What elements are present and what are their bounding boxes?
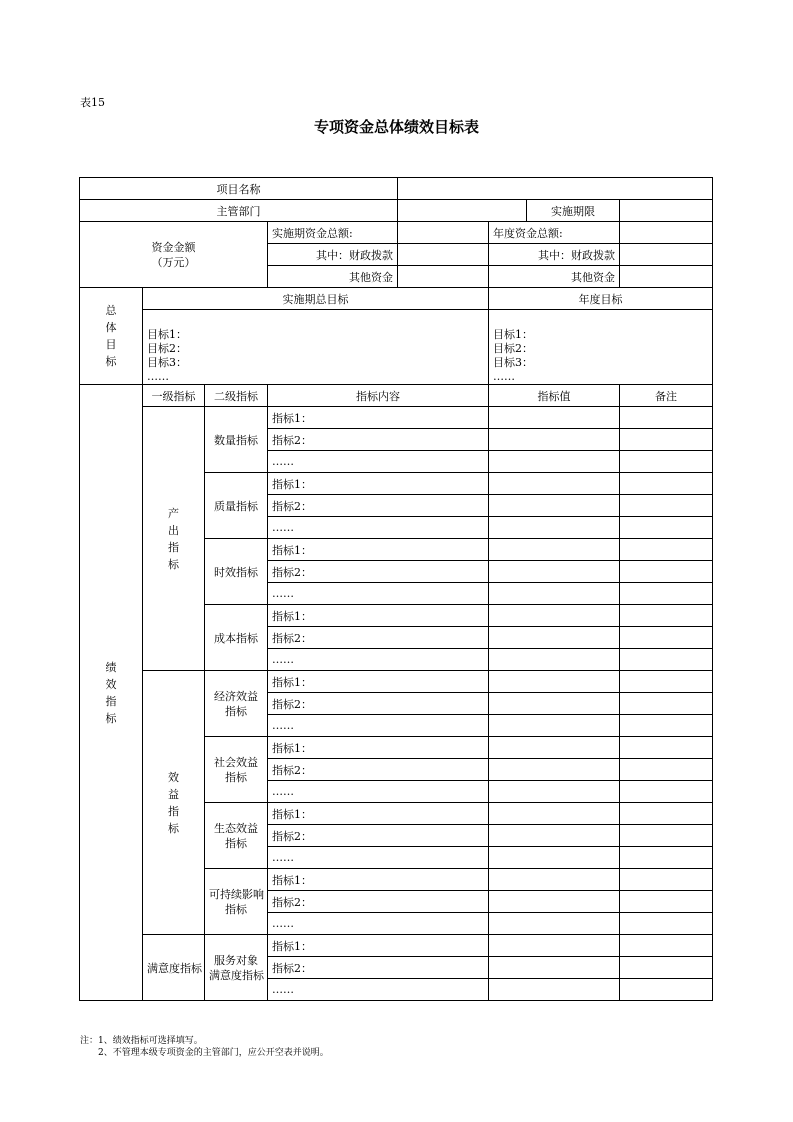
indicator-value[interactable]: [489, 803, 620, 825]
level2-output-0: 数量指标: [205, 407, 268, 473]
indicator-content[interactable]: 指标1：: [268, 935, 489, 957]
period-total-cell[interactable]: [398, 222, 489, 244]
goal-line: ……: [493, 370, 515, 383]
indicator-content[interactable]: ……: [268, 847, 489, 869]
indicator-remark[interactable]: [620, 517, 713, 539]
indicator-remark[interactable]: [620, 649, 713, 671]
level2-text: 经济效益: [214, 689, 258, 703]
indicator-remark[interactable]: [620, 737, 713, 759]
indicator-value[interactable]: [489, 825, 620, 847]
level2-text: 可持续影响: [209, 887, 264, 901]
indicator-value[interactable]: [489, 539, 620, 561]
note-2: 2、不管理本级专项资金的主管部门，应公开空表并说明。: [98, 1048, 329, 1058]
header-level2: 二级指标: [205, 385, 268, 407]
indicator-remark[interactable]: [620, 539, 713, 561]
year-goal-cell[interactable]: [489, 310, 713, 385]
indicator-remark[interactable]: [620, 803, 713, 825]
indicator-content[interactable]: 指标1：: [268, 869, 489, 891]
level2-benefit-2: [205, 803, 268, 869]
indicator-value[interactable]: [489, 429, 620, 451]
period-other-cell[interactable]: [398, 266, 489, 288]
level2-benefit-0: [205, 671, 268, 737]
page-title: 专项资金总体绩效目标表: [313, 118, 479, 136]
indicator-value[interactable]: [489, 737, 620, 759]
indicator-content[interactable]: 指标1：: [268, 803, 489, 825]
side-char: 绩: [105, 660, 117, 674]
level1-char: 产: [168, 506, 179, 520]
indicator-value[interactable]: [489, 517, 620, 539]
indicator-content[interactable]: 指标2：: [268, 627, 489, 649]
performance-goal-table: [79, 177, 713, 1001]
indicator-remark[interactable]: [620, 825, 713, 847]
indicator-value[interactable]: [489, 407, 620, 429]
indicator-content[interactable]: 指标1：: [268, 605, 489, 627]
indicator-content[interactable]: 指标1：: [268, 407, 489, 429]
indicator-remark[interactable]: [620, 693, 713, 715]
indicator-remark[interactable]: [620, 605, 713, 627]
level1-satisfaction: 满意度指标: [143, 935, 205, 1001]
indicator-value[interactable]: [489, 671, 620, 693]
indicator-content[interactable]: 指标1：: [268, 671, 489, 693]
year-fiscal-cell[interactable]: [620, 244, 713, 266]
indicator-remark[interactable]: [620, 473, 713, 495]
level2-text: 指标: [225, 704, 247, 718]
indicator-value[interactable]: [489, 847, 620, 869]
indicator-remark[interactable]: [620, 891, 713, 913]
level2-output-3: 成本指标: [205, 605, 268, 671]
year-total-cell[interactable]: [620, 222, 713, 244]
period-label: 实施期限: [527, 200, 620, 222]
indicator-value[interactable]: [489, 957, 620, 979]
table-number: 表15: [80, 96, 105, 109]
level2-satisfaction-0: [205, 935, 268, 1001]
year-goal-header: 年度目标: [489, 288, 713, 310]
indicator-content[interactable]: ……: [268, 517, 489, 539]
level2-text: 指标: [225, 836, 247, 850]
indicator-content[interactable]: 指标1：: [268, 473, 489, 495]
indicator-value[interactable]: [489, 451, 620, 473]
goal-line: 目标2：: [147, 342, 187, 355]
indicator-content[interactable]: ……: [268, 715, 489, 737]
indicator-remark[interactable]: [620, 913, 713, 935]
level1-char: 益: [168, 787, 179, 801]
indicator-value[interactable]: [489, 781, 620, 803]
side-char: 标: [105, 711, 117, 725]
side-char: 总: [105, 304, 117, 317]
indicator-remark[interactable]: [620, 561, 713, 583]
level2-text: 服务对象: [214, 953, 258, 967]
level2-text: 社会效益: [214, 755, 258, 769]
period-other-label: 其他资金: [268, 266, 398, 288]
indicator-content[interactable]: 指标2：: [268, 495, 489, 517]
indicator-remark[interactable]: [620, 979, 713, 1001]
indicator-remark[interactable]: [620, 495, 713, 517]
indicator-content[interactable]: 指标2：: [268, 891, 489, 913]
level2-output-1: 质量指标: [205, 473, 268, 539]
indicator-value[interactable]: [489, 979, 620, 1001]
level2-text: 指标: [225, 902, 247, 916]
side-char: 目: [105, 338, 117, 351]
indicator-remark[interactable]: [620, 407, 713, 429]
goal-line: 目标3：: [147, 356, 187, 369]
project-name-cell[interactable]: [398, 178, 713, 200]
indicator-content[interactable]: ……: [268, 781, 489, 803]
level1-output: [143, 407, 205, 671]
header-value: 指标值: [489, 385, 620, 407]
indicator-content[interactable]: 指标2：: [268, 957, 489, 979]
level2-text: 生态效益: [214, 821, 258, 835]
indicator-content[interactable]: 指标2：: [268, 825, 489, 847]
level1-char: 标: [168, 557, 179, 571]
level2-output-2: 时效指标: [205, 539, 268, 605]
indicator-remark[interactable]: [620, 935, 713, 957]
level2-text: 满意度指标: [209, 968, 264, 982]
indicator-value[interactable]: [489, 495, 620, 517]
header-remark: 备注: [620, 385, 713, 407]
side-char: 标: [105, 355, 117, 368]
indicator-remark[interactable]: [620, 759, 713, 781]
indicator-content[interactable]: ……: [268, 649, 489, 671]
indicator-value[interactable]: [489, 649, 620, 671]
indicator-remark[interactable]: [620, 781, 713, 803]
level1-char: 出: [168, 523, 179, 537]
level1-char: 指: [168, 804, 179, 818]
indicator-remark[interactable]: [620, 627, 713, 649]
level1-char: 效: [168, 770, 179, 784]
level2-benefit-1: [205, 737, 268, 803]
period-fiscal-label: 其中：财政拨款: [268, 244, 398, 266]
indicator-content[interactable]: ……: [268, 583, 489, 605]
indicator-content[interactable]: 指标2：: [268, 429, 489, 451]
header-level1: 一级指标: [143, 385, 205, 407]
indicator-remark[interactable]: [620, 715, 713, 737]
period-cell[interactable]: [620, 200, 713, 222]
indicator-content[interactable]: ……: [268, 979, 489, 1001]
header-content: 指标内容: [268, 385, 489, 407]
indicator-content[interactable]: 指标1：: [268, 737, 489, 759]
fund-label-text: 资金金额: [151, 240, 196, 254]
year-fiscal-label: 其中：财政拨款: [489, 244, 620, 266]
indicator-value[interactable]: [489, 869, 620, 891]
indicator-content[interactable]: 指标1：: [268, 539, 489, 561]
indicator-value[interactable]: [489, 935, 620, 957]
indicator-content[interactable]: ……: [268, 913, 489, 935]
department-label: 主管部门: [80, 200, 398, 222]
indicator-value[interactable]: [489, 693, 620, 715]
indicator-content[interactable]: 指标2：: [268, 693, 489, 715]
indicator-remark[interactable]: [620, 957, 713, 979]
level1-char: 标: [168, 821, 179, 835]
project-name-label: 项目名称: [80, 178, 398, 200]
indicator-value[interactable]: [489, 913, 620, 935]
indicator-remark[interactable]: [620, 451, 713, 473]
indicator-value[interactable]: [489, 583, 620, 605]
indicator-remark[interactable]: [620, 869, 713, 891]
indicator-value[interactable]: [489, 627, 620, 649]
goal-line: ……: [147, 370, 169, 383]
indicator-content[interactable]: ……: [268, 451, 489, 473]
level1-char: 指: [168, 540, 179, 554]
goal-line: 目标3：: [493, 356, 533, 369]
indicator-value[interactable]: [489, 715, 620, 737]
note-1: 注：1、绩效指标可选择填写。: [80, 1036, 203, 1046]
performance-indicator-side-label: [80, 385, 143, 1001]
period-total-label: 实施期资金总额:: [268, 222, 398, 244]
period-goal-cell[interactable]: [143, 310, 489, 385]
indicator-content[interactable]: 指标2：: [268, 759, 489, 781]
year-other-label: 其他资金: [489, 266, 620, 288]
fund-unit-text: （万元）: [151, 255, 196, 269]
period-goal-header: 实施期总目标: [143, 288, 489, 310]
indicator-remark[interactable]: [620, 583, 713, 605]
fund-label: [80, 222, 268, 288]
indicator-value[interactable]: [489, 891, 620, 913]
period-fiscal-cell[interactable]: [398, 244, 489, 266]
side-char: 效: [105, 677, 117, 691]
indicator-content[interactable]: 指标2：: [268, 561, 489, 583]
goal-line: 目标1：: [147, 328, 187, 341]
level1-benefit: [143, 671, 205, 935]
indicator-value[interactable]: [489, 561, 620, 583]
goal-line: 目标1：: [493, 328, 533, 341]
goal-line: 目标2：: [493, 342, 533, 355]
indicator-remark[interactable]: [620, 671, 713, 693]
indicator-value[interactable]: [489, 605, 620, 627]
indicator-value[interactable]: [489, 473, 620, 495]
indicator-remark[interactable]: [620, 847, 713, 869]
indicator-remark[interactable]: [620, 429, 713, 451]
year-other-cell[interactable]: [620, 266, 713, 288]
side-char: 指: [105, 694, 117, 708]
side-char: 体: [105, 321, 117, 334]
indicator-value[interactable]: [489, 759, 620, 781]
footnotes: [80, 1035, 329, 1059]
year-total-label: 年度资金总额:: [489, 222, 620, 244]
department-cell[interactable]: [398, 200, 527, 222]
level2-benefit-3: [205, 869, 268, 935]
level2-text: 指标: [225, 770, 247, 784]
overall-goal-side-label: [80, 288, 143, 385]
